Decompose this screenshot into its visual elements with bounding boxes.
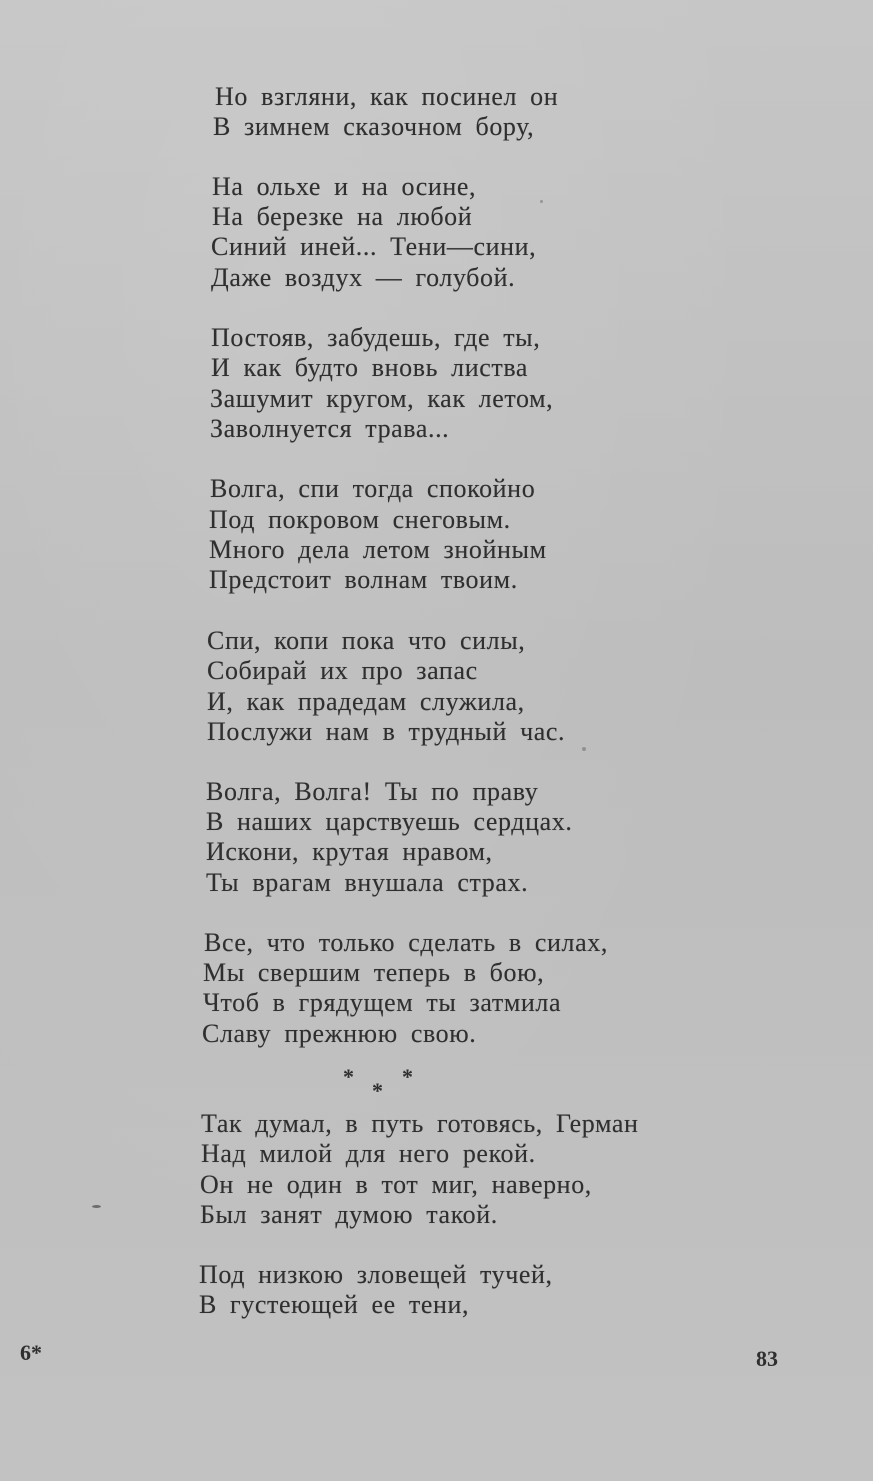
poem-line: Славу прежнюю свою. (202, 1019, 477, 1048)
paper-speck (582, 747, 586, 751)
poem-line: В наших царствуешь сердцах. (206, 807, 573, 836)
poem-line: Над милой для него рекой. (201, 1139, 536, 1168)
poem-line: На березке на любой (212, 202, 473, 231)
asterisk-middle: * (372, 1078, 383, 1103)
poem-line: Собирай их про запас (207, 656, 478, 685)
signature-mark: 6* (20, 1340, 42, 1365)
poem-line: Даже воздух — голубой. (211, 263, 516, 292)
poem-line: В густеющей ее тени, (199, 1290, 470, 1319)
poem-line: Много дела летом знойным (209, 535, 547, 564)
poem-line: Синий иней... Тени—сини, (211, 232, 537, 261)
poem-line: Спи, копи пока что силы, (207, 626, 526, 655)
poem-line: Так думал, в путь готовясь, Герман (201, 1109, 639, 1138)
poem-line: Ты врагам внушала страх. (206, 868, 529, 897)
paper-speck (540, 200, 543, 203)
poem-line: Все, что только сделать в силах, (204, 928, 608, 957)
poem-line: Мы свершим теперь в бою, (203, 958, 545, 987)
page-number: 83 (756, 1346, 778, 1371)
poem-line: Искони, крутая нравом, (206, 837, 493, 866)
poem-line: Под покровом снеговым. (209, 505, 511, 534)
poem-line: Чтоб в грядущем ты затмила (203, 988, 562, 1017)
poem-line: Но взгляни, как посинел он (215, 82, 559, 111)
poem-line: Волга, спи тогда спокойно (210, 474, 536, 503)
poem-line: Был занят думою такой. (200, 1200, 498, 1229)
poem-line: В зимнем сказочном бору, (213, 112, 535, 141)
poem-line: Постояв, забудешь, где ты, (211, 323, 541, 352)
poem-line: Волга, Волга! Ты по праву (206, 777, 539, 806)
poem-line: На ольхе и на осине, (212, 172, 477, 201)
poem-line: Предстоит волнам твоим. (209, 565, 518, 594)
asterisk-left: * (343, 1064, 354, 1089)
poem-line: Зашумит кругом, как летом, (210, 384, 554, 413)
poem-line: Он не один в тот миг, наверно, (200, 1170, 592, 1199)
paper-speck (92, 1205, 101, 1208)
poem-line: И как будто вновь листва (211, 353, 529, 382)
poem-line: И, как прадедам служила, (207, 687, 525, 716)
asterisk-right: * (402, 1064, 413, 1089)
poem-line: Заволнуется трава... (210, 414, 450, 443)
poem-line: Послужи нам в трудный час. (207, 717, 566, 746)
poem-line: Под низкою зловещей тучей, (199, 1260, 553, 1289)
